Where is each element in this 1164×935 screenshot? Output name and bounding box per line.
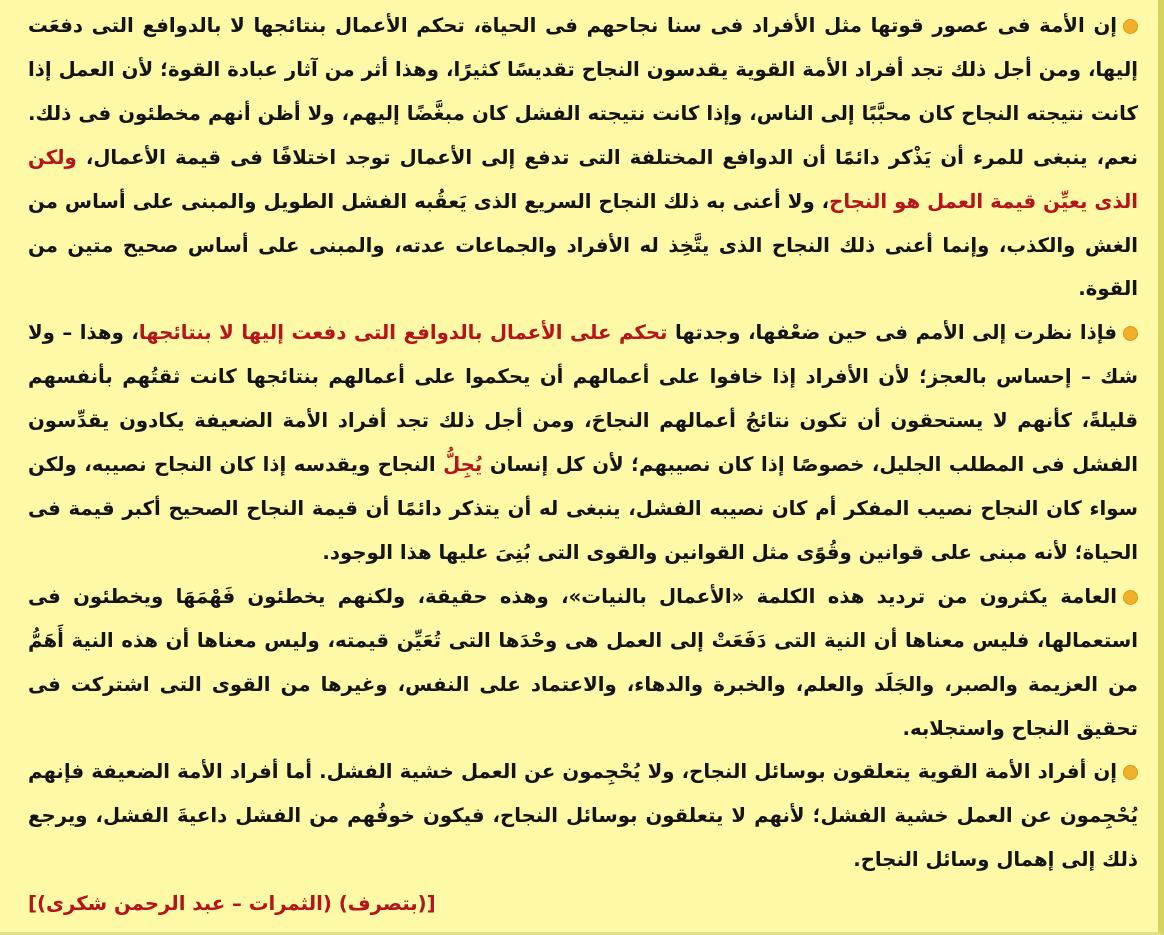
article-body (28, 4, 1138, 926)
paragraph-3 (28, 575, 1138, 751)
paragraph-2 (28, 311, 1138, 574)
text-run: فإذا نظرت إلى الأمم فى حين ضعْفها، وجدتها (667, 321, 1118, 345)
bullet-icon (1123, 590, 1138, 605)
bullet-icon (1123, 765, 1138, 780)
text-run: ، وهذا – ولا شك – إحساس بالعجز؛ لأن الأفراد إذا خافوا على أعمالهم أن يحكموا على أعمالهم بنتائجها كانت ثقتُهم بأنفسهم قليلةً، كأنهم لا يستحقون أن تكون نتائجُ أعمالهم النجاحَ، ومن أجل ذلك تجد أفراد الأمة الضعيفة يكادون يقدِّسون الفشل فى المطلب الجليل، خصوصًا إذا كان نصيبهم؛ لأن كل إنسان (28, 321, 1138, 477)
citation-row (28, 882, 1138, 926)
highlighted-text: ولكن الذى يعيِّن قيمة العمل هو النجاح (28, 145, 1138, 213)
text-run: النجاح ويقدسه إذا كان النجاح نصيبه، ولكن سواء كان النجاح نصيب المفكر أم كان نصيبه الفشل، ينبغى له أن يتذكر دائمًا أن قيمة النجاح الصحيح أكبر قيمة فى الحياة؛ لأنه مبنى على قوانين وقُوًى مثل القوانين والقوى التى بُنِىَ عليها هذا الوجود. (28, 453, 1138, 564)
text-run: العامة يكثرون من ترديد هذه الكلمة «الأعمال بالنيات»، وهذه حقيقة، ولكنهم يخطئون فَهْمَهَا ويخطئون فى استعمالها، فليس معناها أن النية التى دَفَعَتْ إلى العمل هى وحْدَها التى تُعَيِّن قيمته، وليس معناها أن هذه النية أَهَمُّ من العزيمة والصبر، والجَلَد والعلم، والخبرة والدهاء، والاعتماد على النفس، وغيرها من القوى التى اشتركت فى تحقيق النجاح واستجلابه. (28, 584, 1138, 740)
paragraph-4 (28, 750, 1138, 882)
text-run: إن أفراد الأمة القوية يتعلقون بوسائل النجاح، ولا يُحْجِمون عن العمل خشية الفشل. أما أفراد الأمة الضعيفة فإنهم يُحْجِمون عن العمل خشية الفشل؛ لأنهم لا يتعلقون بوسائل النجاح، فيكون خوفُهم من الفشل داعيةَ الفشل، ويرجع ذلك إلى إهمال وسائل النجاح. (28, 760, 1138, 872)
highlighted-text: تحكم على الأعمال بالدوافع التى دفعت إليها لا بنتائجها (138, 321, 668, 345)
bullet-icon (1123, 326, 1138, 341)
source-citation: [(بتصرف) (الثمرات – عبد الرحمن شكرى)] (28, 892, 436, 916)
bullet-icon (1123, 19, 1138, 34)
paragraph-1 (28, 4, 1138, 311)
highlighted-text: يُجِلُّ (443, 453, 483, 477)
text-run: ، ولا أعنى به ذلك النجاح السريع الذى يَعقُبه الفشل الطويل والمبنى على أساس من الغش والكذب، وإنما أعنى ذلك النجاح الذى يتَّخِذ له الأفراد والجماعات عدته، والمبنى على أساس صحيح متين من القوة. (28, 189, 1138, 301)
text-run: إن الأمة فى عصور قوتها مثل الأفراد فى سنا نجاحهم فى الحياة، تحكم الأعمال بنتائجها لا بالدوافع التى دفعَت إليها، ومن أجل ذلك تجد أفراد الأمة القوية يقدسون النجاح تقديسًا كثيرًا، وهذا أثر من آثار عبادة القوة؛ لأن العمل إذا كانت نتيجته النجاح كان محبَّبًا إلى الناس، وإذا كانت نتيجته الفشل كان مبغَّضًا إليهم، ولا أظن أنهم مخطئون فى ذلك. نعم، ينبغى للمرء أن يَذْكر دائمًا أن الدوافع المختلفة التى تدفع إلى الأعمال توجد اختلافًا فى قيمة الأعمال، (28, 14, 1138, 169)
